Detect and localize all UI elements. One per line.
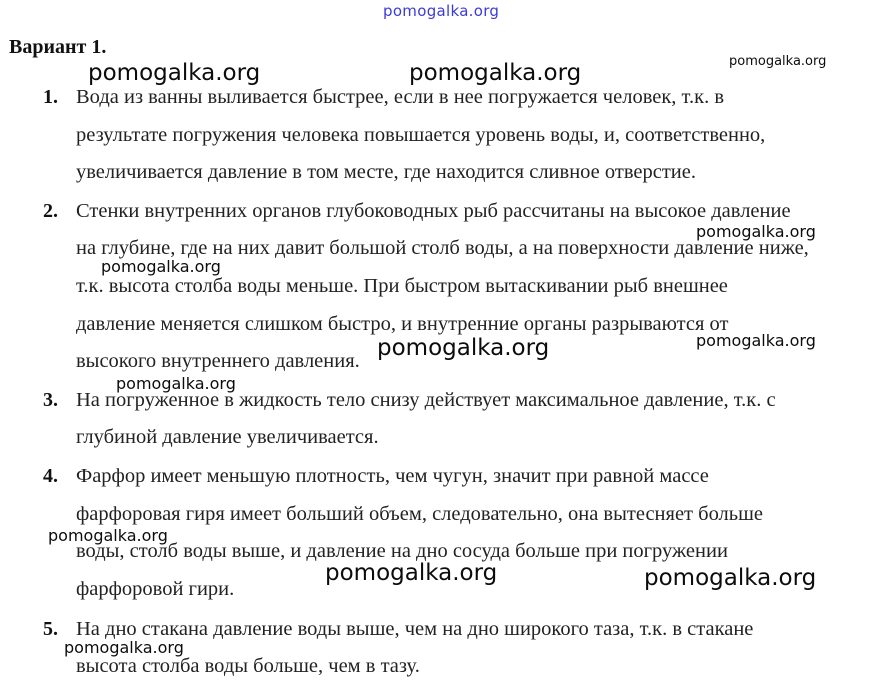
item-number: 5.: [43, 618, 58, 640]
variant-title: Вариант 1.: [9, 36, 107, 58]
item-text-line: на глубине, где на них давит большой столб воды, а на поверхности давление ниже,: [76, 237, 809, 259]
item-text-line: глубиной давление увеличивается.: [76, 426, 379, 448]
item-text-line: воды, столб воды выше, и давление на дно сосуда больше при погружении: [76, 540, 728, 562]
item-number: 1.: [43, 86, 58, 108]
item-number: 2.: [43, 200, 58, 222]
item-text-line: На погруженное в жидкость тело снизу действует максимальное давление, т.к. с: [76, 389, 776, 411]
item-number: 4.: [43, 465, 58, 487]
item-text-line: Стенки внутренних органов глубоководных рыб рассчитаны на высокое давление: [76, 200, 791, 222]
watermark-text: pomogalka.org: [729, 54, 827, 69]
watermark-text: pomogalka.org: [88, 60, 261, 86]
item-text-line: На дно стакана давление воды выше, чем на дно широкого таза, т.к. в стакане: [76, 618, 754, 640]
item-text-line: т.к. высота столба воды меньше. При быстром вытаскивании рыб внешнее: [76, 275, 728, 297]
site-link[interactable]: pomogalka.org: [383, 2, 500, 20]
item-text-line: результате погружения человека повышается уровень воды, и, соответственно,: [76, 124, 766, 146]
watermark-text: pomogalka.org: [696, 331, 816, 350]
watermark-text: pomogalka.org: [325, 560, 498, 586]
watermark-text: pomogalka.org: [696, 222, 816, 241]
item-text-line: Фарфор имеет меньшую плотность, чем чугун, значит при равной массе: [76, 465, 709, 487]
watermark-text: pomogalka.org: [48, 526, 168, 545]
item-text-line: высокого внутреннего давления.: [76, 350, 360, 372]
watermark-text: pomogalka.org: [101, 257, 221, 276]
item-text-line: высота столба воды больше, чем в тазу.: [76, 655, 420, 677]
item-text-line: увеличивается давление в том месте, где находится сливное отверстие.: [76, 161, 697, 183]
item-text-line: фарфоровая гиря имеет больший объем, следовательно, она вытесняет больше: [76, 503, 764, 525]
item-text-line: фарфоровой гири.: [76, 578, 235, 600]
item-text-line: давление меняется слишком быстро, и внутренние органы разрываются от: [76, 313, 729, 335]
watermark-text: pomogalka.org: [64, 638, 184, 657]
item-text-line: Вода из ванны выливается быстрее, если в нее погружается человек, т.к. в: [76, 86, 724, 108]
watermark-text: pomogalka.org: [409, 60, 582, 86]
watermark-text: pomogalka.org: [644, 565, 817, 591]
item-number: 3.: [43, 389, 58, 411]
watermark-text: pomogalka.org: [116, 374, 236, 393]
watermark-text: pomogalka.org: [377, 335, 550, 361]
